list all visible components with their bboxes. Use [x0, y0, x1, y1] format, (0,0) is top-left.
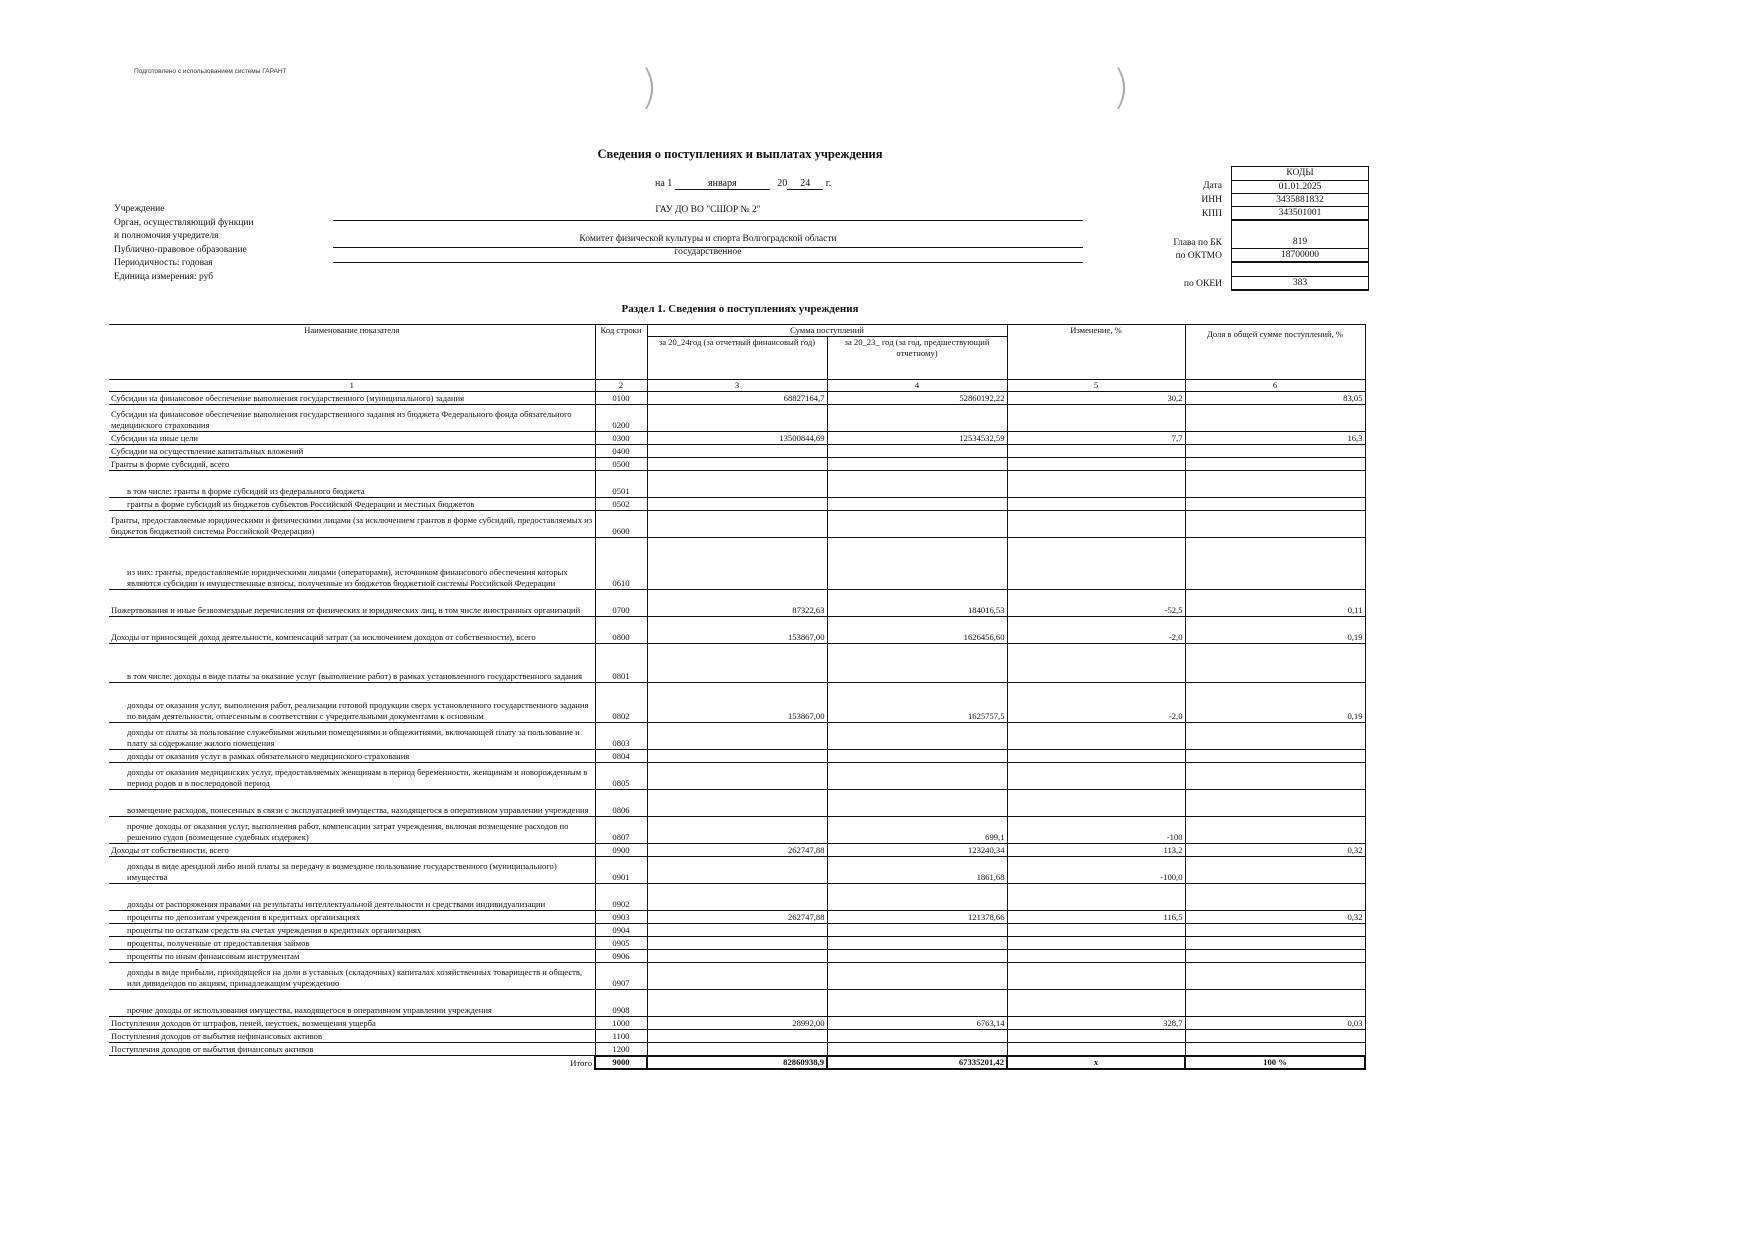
row-current: 28992,00	[647, 1017, 827, 1030]
row-code: 0807	[595, 817, 647, 844]
row-previous	[827, 884, 1007, 911]
row-change: -2,0	[1007, 617, 1185, 644]
row-code: 0802	[595, 683, 647, 723]
codes-table	[1231, 180, 1369, 291]
code-glava: 819	[1232, 220, 1369, 249]
table-row	[109, 644, 1365, 683]
col-num: 6	[1185, 380, 1365, 392]
row-change	[1007, 790, 1185, 817]
row-share: 0,03	[1185, 1017, 1365, 1030]
table-row	[109, 538, 1365, 590]
row-previous: 121378,66	[827, 911, 1007, 924]
code-kpp: 343501001	[1232, 207, 1369, 221]
row-share	[1185, 458, 1365, 471]
row-current	[647, 817, 827, 844]
row-code: 0906	[595, 950, 647, 963]
row-code: 0700	[595, 590, 647, 617]
row-code: 0905	[595, 937, 647, 950]
table-row	[109, 990, 1365, 1017]
row-share	[1185, 405, 1365, 432]
table-row	[109, 911, 1365, 924]
row-previous	[827, 723, 1007, 750]
label-institution: Учреждение	[114, 204, 165, 214]
row-code: 0502	[595, 498, 647, 511]
row-name: Субсидии на финансовое обеспечение выполнения государственного задания из бюджета Федерального фонда обязательного медицинского страхования	[109, 405, 595, 432]
date-prefix: на 1	[655, 178, 673, 189]
row-current	[647, 763, 827, 790]
row-code: 0300	[595, 432, 647, 445]
col-header-share: Доля в общей сумме поступлений, %	[1185, 325, 1365, 380]
row-share	[1185, 924, 1365, 937]
row-share	[1185, 937, 1365, 950]
section-title: Раздел 1. Сведения о поступлениях учреждения	[621, 303, 859, 315]
row-current	[647, 405, 827, 432]
row-current	[647, 723, 827, 750]
row-current	[647, 644, 827, 683]
row-previous	[827, 458, 1007, 471]
row-current	[647, 498, 827, 511]
date-year: 24	[787, 178, 823, 190]
table-row	[109, 683, 1365, 723]
table-row	[109, 857, 1365, 884]
row-previous: 1626456,60	[827, 617, 1007, 644]
table-row	[109, 432, 1365, 445]
garant-note: Подготовлено с использованием системы ГАРАНТ	[134, 68, 287, 75]
total-code: 9000	[595, 1056, 647, 1069]
row-current	[647, 1030, 827, 1043]
row-name: в том числе: доходы в виде платы за оказание услуг (выполнение работ) в рамках установленного государственного задания	[109, 644, 595, 683]
row-code: 0800	[595, 617, 647, 644]
row-share: 83,05	[1185, 392, 1365, 405]
row-share	[1185, 790, 1365, 817]
row-change: 113,2	[1007, 844, 1185, 857]
row-share	[1185, 990, 1365, 1017]
row-previous: 184016,53	[827, 590, 1007, 617]
codes-header: КОДЫ	[1231, 166, 1369, 180]
row-code: 0805	[595, 763, 647, 790]
label-public: Публично-правовое образование	[114, 244, 247, 255]
table-row	[109, 392, 1365, 405]
row-current	[647, 471, 827, 498]
table-row	[109, 790, 1365, 817]
row-name: гранты в форме субсидий из бюджетов субъектов Российской Федерации и местных бюджетов	[109, 498, 595, 511]
row-change	[1007, 1030, 1185, 1043]
row-current	[647, 950, 827, 963]
row-change: 7,7	[1007, 432, 1185, 445]
row-change	[1007, 644, 1185, 683]
row-name: доходы в виде прибыли, приходящейся на доли в уставных (складочных) капиталах хозяйственных товариществ и обществ, или дивидендов по акциям, принадлежащим учреждению	[109, 963, 595, 990]
row-current	[647, 790, 827, 817]
table-row	[109, 884, 1365, 911]
row-previous	[827, 924, 1007, 937]
table-row	[109, 498, 1365, 511]
row-code: 0900	[595, 844, 647, 857]
row-change: 328,7	[1007, 1017, 1185, 1030]
row-name: доходы от распоряжения правами на результаты интеллектуальной деятельности и средствами индивидуализации	[109, 884, 595, 911]
row-share	[1185, 950, 1365, 963]
row-previous	[827, 950, 1007, 963]
row-name: возмещение расходов, понесенных в связи с эксплуатацией имущества, находящегося в оперативном управлении учреждения	[109, 790, 595, 817]
total-share: 100 %	[1185, 1056, 1365, 1069]
row-name: Гранты в форме субсидий, всего	[109, 458, 595, 471]
row-code: 0100	[595, 392, 647, 405]
row-previous: 6763,14	[827, 1017, 1007, 1030]
table-row	[109, 844, 1365, 857]
punch-mark: )	[1112, 60, 1130, 114]
row-previous	[827, 511, 1007, 538]
row-current: 153867,00	[647, 683, 827, 723]
row-change: -2,0	[1007, 683, 1185, 723]
row-share	[1185, 498, 1365, 511]
table-row	[109, 723, 1365, 750]
row-current	[647, 750, 827, 763]
row-current	[647, 458, 827, 471]
table-row	[109, 763, 1365, 790]
row-previous: 1625757,5	[827, 683, 1007, 723]
col-num: 4	[827, 380, 1007, 392]
code-label-oktmo: по ОКТМО	[1175, 251, 1222, 261]
row-code: 0200	[595, 405, 647, 432]
row-code: 0804	[595, 750, 647, 763]
total-current: 82860938,9	[647, 1056, 827, 1069]
row-share: 0,32	[1185, 844, 1365, 857]
code-label-okei: по ОКЕИ	[1183, 279, 1222, 289]
row-share	[1185, 963, 1365, 990]
row-share	[1185, 884, 1365, 911]
table-row	[109, 963, 1365, 990]
row-code: 0801	[595, 644, 647, 683]
table-row	[109, 950, 1365, 963]
row-change	[1007, 471, 1185, 498]
col-num: 3	[647, 380, 827, 392]
col-header-previous: за 20_23_ год (за год, предшествующий отчетному)	[827, 337, 1007, 380]
row-previous: 699,1	[827, 817, 1007, 844]
table-row	[109, 1043, 1365, 1056]
row-code: 0903	[595, 911, 647, 924]
row-current	[647, 924, 827, 937]
col-header-sum: Сумма поступлений	[647, 325, 1007, 337]
row-previous	[827, 1043, 1007, 1056]
table-row	[109, 445, 1365, 458]
row-code: 1200	[595, 1043, 647, 1056]
code-label-kpp: КПП	[1201, 209, 1222, 219]
row-current	[647, 511, 827, 538]
row-name: проценты, полученные от предоставления займов	[109, 937, 595, 950]
table-row	[109, 458, 1365, 471]
row-change	[1007, 963, 1185, 990]
table-row	[109, 937, 1365, 950]
row-share	[1185, 1030, 1365, 1043]
row-code: 1100	[595, 1030, 647, 1043]
table-row	[109, 750, 1365, 763]
col-num: 2	[595, 380, 647, 392]
row-change	[1007, 884, 1185, 911]
row-previous	[827, 498, 1007, 511]
row-name: доходы от платы за пользование служебными жилыми помещениями и общежитиями, включающей плату за пользование и плату за содержание жилого помещения	[109, 723, 595, 750]
org-labels	[114, 203, 254, 284]
code-spacer	[1232, 262, 1369, 277]
row-name: прочие доходы от оказания услуг, выполнения работ, компенсации затрат учреждения, включая возмещение расходов по решению судов (возмещение судебных издержек)	[109, 817, 595, 844]
row-name: доходы от оказания услуг, выполнения работ, реализации готовой продукции сверх установленного государственного задания по видам деятельности, отнесенным в соответствии с учредительными документами к основным	[109, 683, 595, 723]
row-change	[1007, 763, 1185, 790]
table-row	[109, 511, 1365, 538]
col-header-code: Код строки	[595, 325, 647, 380]
row-current	[647, 445, 827, 458]
row-change	[1007, 924, 1185, 937]
row-code: 0904	[595, 924, 647, 937]
row-name: из них: гранты, предоставляемые юридическими лицами (операторами), источником финансового обеспечения которых являются субсидии и имущественные взносы, полученные из бюджетов бюджетной системы Российской Федерации	[109, 538, 595, 590]
public-underline	[333, 262, 1083, 263]
total-label: Итого	[570, 1057, 592, 1068]
row-code: 0907	[595, 963, 647, 990]
row-name: Пожертвования и иные безвозмездные перечисления от физических и юридических лиц, в том числе иностранных организаций	[109, 590, 595, 617]
row-name: проценты по иным финансовым инструментам	[109, 950, 595, 963]
table-row	[109, 617, 1365, 644]
row-code: 0400	[595, 445, 647, 458]
col-num: 1	[109, 380, 595, 392]
code-label-inn: ИНН	[1201, 195, 1222, 205]
row-change	[1007, 538, 1185, 590]
row-name: Поступления доходов от выбытия нефинансовых активов	[109, 1030, 595, 1043]
row-share	[1185, 644, 1365, 683]
row-share: 0,11	[1185, 590, 1365, 617]
table-row	[109, 924, 1365, 937]
row-share	[1185, 1043, 1365, 1056]
row-current: 262747,88	[647, 911, 827, 924]
row-current	[647, 937, 827, 950]
row-share	[1185, 817, 1365, 844]
row-code: 1000	[595, 1017, 647, 1030]
row-previous	[827, 937, 1007, 950]
row-share: 0,19	[1185, 683, 1365, 723]
row-name: Поступления доходов от штрафов, пеней, неустоек, возмещения ущерба	[109, 1017, 595, 1030]
row-change: 30,2	[1007, 392, 1185, 405]
row-name: Субсидии на финансовое обеспечение выполнения государственного (муниципального) задания	[109, 392, 595, 405]
report-date-line	[655, 178, 831, 190]
col-header-change: Изменение, %	[1007, 325, 1185, 380]
row-current	[647, 884, 827, 911]
punch-mark: )	[640, 60, 658, 114]
total-change: х	[1007, 1056, 1185, 1069]
row-current: 262747,88	[647, 844, 827, 857]
code-label-glava: Глава по БК	[1173, 238, 1222, 248]
row-code: 0501	[595, 471, 647, 498]
row-share: 0,19	[1185, 617, 1365, 644]
row-change	[1007, 511, 1185, 538]
row-share	[1185, 471, 1365, 498]
row-previous	[827, 963, 1007, 990]
row-name: Доходы от собственности, всего	[109, 844, 595, 857]
row-change	[1007, 1043, 1185, 1056]
row-share	[1185, 857, 1365, 884]
date-suffix: г.	[825, 178, 832, 189]
row-name: Доходы от приносящей доход деятельности, компенсаций затрат (за исключением доходов от собственности), всего	[109, 617, 595, 644]
row-current: 13500844,69	[647, 432, 827, 445]
label-period: Периодичность: годовая	[114, 258, 213, 268]
col-num: 5	[1007, 380, 1185, 392]
table-row	[109, 590, 1365, 617]
row-current	[647, 1043, 827, 1056]
public-entity: государственное	[674, 247, 742, 257]
row-share	[1185, 750, 1365, 763]
row-share	[1185, 763, 1365, 790]
row-code: 0901	[595, 857, 647, 884]
row-change	[1007, 750, 1185, 763]
row-previous: 52860192,22	[827, 392, 1007, 405]
row-change	[1007, 458, 1185, 471]
code-inn: 3435881832	[1232, 194, 1369, 207]
date-year-prefix: 20	[777, 178, 788, 189]
row-change	[1007, 498, 1185, 511]
row-previous	[827, 445, 1007, 458]
row-current	[647, 963, 827, 990]
table-row	[109, 817, 1365, 844]
row-share: 0,32	[1185, 911, 1365, 924]
row-name: Гранты, предоставляемые юридическими и физическими лицами (за исключением грантов в форме субсидий, предоставляемых из бюджетов бюджетной системы Российской Федерации)	[109, 511, 595, 538]
row-code: 0908	[595, 990, 647, 1017]
code-okei: 383	[1232, 277, 1369, 291]
label-founder-2: и полномочия учредителя	[114, 231, 219, 241]
row-change	[1007, 405, 1185, 432]
row-previous	[827, 750, 1007, 763]
total-row	[109, 1056, 1365, 1069]
row-change: 116,5	[1007, 911, 1185, 924]
row-previous	[827, 790, 1007, 817]
institution-underline	[333, 220, 1083, 221]
row-name: доходы от оказания медицинских услуг, предоставляемых женщинам в период беременности, женщинам и новорожденным в период родов и в послеродовой период	[109, 763, 595, 790]
row-share	[1185, 538, 1365, 590]
row-change: -52,5	[1007, 590, 1185, 617]
page-title: Сведения о поступлениях и выплатах учреждения	[597, 147, 883, 161]
row-previous	[827, 538, 1007, 590]
row-change	[1007, 937, 1185, 950]
row-name: доходы от оказания услуг в рамках обязательного медицинского страхования	[109, 750, 595, 763]
table-row	[109, 471, 1365, 498]
row-code: 0500	[595, 458, 647, 471]
row-code: 0610	[595, 538, 647, 590]
row-previous: 12534532,59	[827, 432, 1007, 445]
row-name: прочие доходы от использования имущества, находящегося в оперативном управлении учреждения	[109, 990, 595, 1017]
row-previous	[827, 471, 1007, 498]
row-code: 0806	[595, 790, 647, 817]
row-change: -100,0	[1007, 857, 1185, 884]
row-previous	[827, 990, 1007, 1017]
row-name: Субсидии на иные цели	[109, 432, 595, 445]
row-previous	[827, 405, 1007, 432]
row-share	[1185, 445, 1365, 458]
row-share	[1185, 511, 1365, 538]
row-name: в том числе: гранты в форме субсидий из федерального бюджета	[109, 471, 595, 498]
row-previous: 123240,34	[827, 844, 1007, 857]
row-code: 0803	[595, 723, 647, 750]
row-previous	[827, 763, 1007, 790]
label-unit: Единица измерения: руб	[114, 271, 214, 282]
row-previous	[827, 1030, 1007, 1043]
row-change	[1007, 723, 1185, 750]
row-change	[1007, 445, 1185, 458]
table-row	[109, 1030, 1365, 1043]
table-row	[109, 405, 1365, 432]
row-name: Субсидии на осуществление капитальных вложений	[109, 445, 595, 458]
row-name: Поступления доходов от выбытия финансовых активов	[109, 1043, 595, 1056]
col-header-current: за 20_24год (за отчетный финансовый год)	[647, 337, 827, 380]
label-founder-1: Орган, осуществляющий функции	[114, 217, 254, 228]
row-previous: 1861,68	[827, 857, 1007, 884]
row-current	[647, 538, 827, 590]
code-date: 01.01.2025	[1232, 181, 1369, 194]
row-current	[647, 857, 827, 884]
row-change	[1007, 950, 1185, 963]
row-name: доходы в виде арендной либо иной платы за передачу в возмездное пользование государственного (муниципального) имущества	[109, 857, 595, 884]
row-code: 0600	[595, 511, 647, 538]
row-share	[1185, 723, 1365, 750]
row-current: 68827164,7	[647, 392, 827, 405]
row-name: проценты по остаткам средств на счетах учреждения в кредитных организациях	[109, 924, 595, 937]
table-row	[109, 1017, 1365, 1030]
row-change: -100	[1007, 817, 1185, 844]
row-current: 153867,00	[647, 617, 827, 644]
col-header-name: Наименование показателя	[109, 325, 595, 380]
row-current	[647, 990, 827, 1017]
founder-name: Комитет физической культуры и спорта Волгоградской области	[579, 234, 837, 244]
code-oktmo: 18700000	[1232, 249, 1369, 263]
row-previous	[827, 644, 1007, 683]
total-previous: 67335201,42	[827, 1056, 1007, 1069]
row-share: 16,3	[1185, 432, 1365, 445]
row-change	[1007, 990, 1185, 1017]
row-current: 87322,63	[647, 590, 827, 617]
institution-name: ГАУ ДО ВО "СШОР № 2"	[655, 205, 761, 215]
row-code: 0902	[595, 884, 647, 911]
row-name: проценты по депозитам учреждения в кредитных организациях	[109, 911, 595, 924]
receipts-table	[109, 324, 1366, 1070]
date-month: января	[675, 178, 770, 190]
code-label-date: Дата	[1203, 181, 1222, 191]
